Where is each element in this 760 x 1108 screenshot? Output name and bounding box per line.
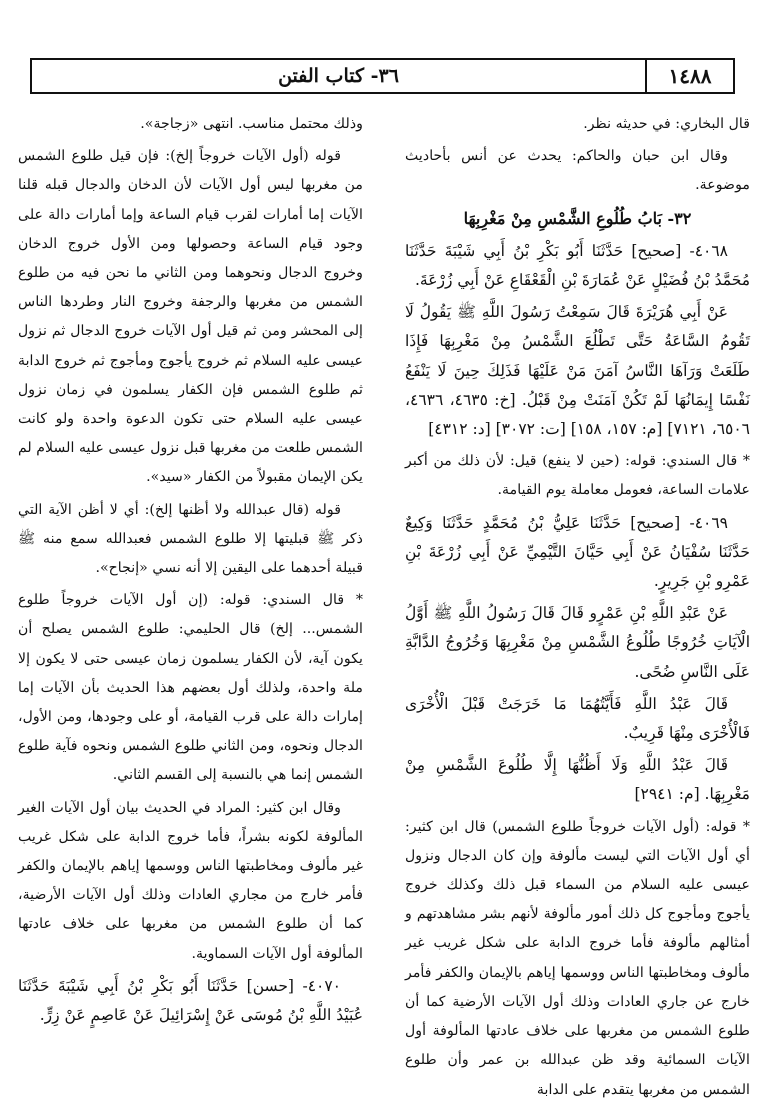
zujaja-remark: وذلك محتمل مناسب. انتهى «زجاجة». [140, 116, 363, 132]
left-column [18, 110, 363, 1085]
hadith-4069-part2: قَالَ عَبْدُ اللَّهِ فَأَيَّتُهُمَا مَا خَرَجَتْ قَبْلَ الْأُخْرَى فَالْأُخْرَى مِنْهَا قَرِيبٌ. [405, 694, 750, 743]
hadith-4068-isnad: ٤٠٦٨- [صحيح] حَدَّثَنَا أَبُو بَكْرِ بْنُ أَبِي شَيْبَةَ حَدَّثَنَا مُحَمَّدُ بْنُ فُضَيْلٍ عَنْ عُمَارَةَ بْنِ الْقَعْقَاعِ عَنْ أَبِي زُرْعَةَ. [405, 241, 750, 290]
ibn-hibban-remark: وقال ابن حبان والحاكم: يحدث عن أنس بأحاديث موضوعة. [405, 148, 750, 194]
hadith-4069-isnad: ٤٠٦٩- [صحيح] حَدَّثَنَا عَلِيُّ بْنُ مُحَمَّدٍ حَدَّثَنَا وَكِيعٌ حَدَّثَنَا سُفْيَانُ عَنْ أَبِي حَيَّانَ التَّيْمِيِّ عَنْ أَبِي زُرْعَةَ بْنِ عَمْرِو بْنِ جَرِيرٍ. [405, 513, 750, 591]
chapter-title: ٣٦- كتاب الفتن [278, 65, 399, 87]
chapter-heading: ٣٢- بَابُ طُلُوعِ الشَّمْسِ مِنْ مَغْرِبِهَا [463, 208, 692, 228]
ibn-kathir-note: * قوله: (أول الآيات خروجاً طلوع الشمس) قال ابن كثير: أي أول الآيات التي ليست مألوفة وإن كان الدجال ونزول عيسى عليه السلام من السماء قبل ذلك وكذلك خروج يأجوج ومأجوج كل ذلك أمور مألوفة لأنهم بشر مشاهدتهم و أمثالهم مألوفة فأما خروج الدابة على شكل غريب غير مألوف ومخاطبتها الناس ووسمها إياهم بالإيمان والكفر فأمر خارج عن جاري العادات وذلك أول الآيات الأرضية كما أن طلوع الشمس من مغربها على خلاف عادتها المألوفة أول الآيات السمائية وقد ظن عبدالله بن عمر وأن طلوع الشمس من مغربها يتقدم على الدابة [405, 818, 750, 1098]
page-number: ١٤٨٨ [645, 60, 733, 92]
sindi-halimi-note: * قال السندي: قوله: (إن أول الآيات خروجاً طلوع الشمس... إلخ) قال الحليمي: طلوع الشمس يصلح أن يكون آية، لأن الكفار يسلمون زمان عيسى حتى لا يكون إلا ملة واحدة، ولذلك أول بعضهم هذا الحديث بأن الآيات إما إمارات دالة على قرب القيامة، أو على وجودها، ومن الأول، الدجال ونحوه، ومن الثاني طلوع الشمس ونحوه فآية طلوع الشمس إنما هي بالنسبة إلى القسم الثاني. [18, 592, 363, 784]
commentary-first-signs: قوله (أول الآيات خروجاً إلخ): فإن قيل طلوع الشمس من مغربها ليس أول الآيات لأن الدخان والدجال قبله قلنا الآيات إما أمارات لقرب قيام الساعة وإما أمارات دالة على وجود قيام الساعة وحصولها ومن الأول خروج الدخان وخروج الدجال ونحوهما ومن الثاني ما نحن فيه من طلوع الشمس من مغربها والرجفة وخروج النار وطردها الناس إلى المحشر ومن ثم قيل أول الآيات خروج الدجال ثم نزول عيسى عليه السلام ثم خروج يأجوج ومأجوج ثم خروج الدابة ثم طلوع الشمس فإن الكفار يسلمون في زمان نزول عيسى عليه السلام حتى تكون الدعوة واحدة ولو كانت الشمس طلعت من مغربها قبل نزول عيسى عليه السلام لم يكن الإيمان مقبولاً من الكفار «سيد». [17, 148, 363, 486]
hadith-4070-isnad: ٤٠٧٠- [حسن] حَدَّثَنَا أَبُو بَكْرِ بْنُ أَبِي شَيْبَةَ حَدَّثَنَا عُبَيْدُ اللَّهِ بْنُ مُوسَى عَنْ إِسْرَائِيلَ عَنْ عَاصِمٍ عَنْ زِرٍّ. [18, 976, 363, 1025]
page-header [30, 58, 735, 94]
hadith-4069-matn: عَنْ عَبْدِ اللَّهِ بْنِ عَمْرٍو قَالَ قَالَ رَسُولُ اللَّهِ ﷺ أَوَّلُ الْآيَاتِ خُرُوجًا طُلُوعُ الشَّمْسِ مِنْ مَغْرِبِهَا وَخُرُوجُ الدَّابَّةِ عَلَى النَّاسِ ضُحًى. [405, 604, 750, 681]
hadith-4069-part3: قَالَ عَبْدُ اللَّهِ وَلَا أَظُنُّهَا إِلَّا طُلُوعَ الشَّمْسِ مِنْ مَغْرِبِهَا. [م: ٢٩٤١] [405, 756, 750, 804]
sindi-note: * قال السندي: قوله: (حين لا ينفع) قيل: لأن ذلك من أكبر علامات الساعة، فعومل معاملة يوم القيامة. [405, 453, 750, 499]
bukhari-remark: قال البخاري: في حديثه نظر. [583, 116, 750, 132]
right-column [405, 110, 751, 1098]
ibn-kathir-commentary: وقال ابن كثير: المراد في الحديث بيان أول الآيات الغير المألوفة لكونه بشراً، فأما خروج الدابة على شكل غريب غير مألوف ومخاطبتها الناس ووسمها إياهم بالإيمان والكفر فأمر خارج من مجاري العادات وذلك أول الآيات الأرضية، كما أن طلوع الشمس من مغربها على خلاف عادتها المألوفة أول الآيات السماوية. [18, 799, 363, 962]
hadith-4068-matn: عَنْ أَبِي هُرَيْرَةَ قَالَ سَمِعْتُ رَسُولَ اللَّهِ ﷺ يَقُولُ لَا تَقُومُ السَّاعَةُ حَتَّى تَطْلُعَ الشَّمْسُ مِنْ مَغْرِبِهَا فَإِذَا طَلَعَتْ وَرَآهَا النَّاسُ آمَنَ مَنْ عَلَيْهَا فَذَلِكَ حِينَ لَا يَنْفَعُ نَفْسًا إِيمَانُهَا لَمْ تَكُنْ آمَنَتْ مِنْ قَبْلُ. [خ: ٤٦٣٥، ٤٦٣٦، ٦٥٠٦، ٧١٢١] [م: ١٥٧، ١٥٨] [ت: ٣٠٧٢] [د: ٤٣١٢] [405, 303, 751, 439]
commentary-abdullah: قوله (قال عبدالله ولا أظنها إلخ): أي لا أظن الآية التي ذكر ﷺ قبليتها إلا طلوع الشمس فعبدالله سمع منه ﷺ قبيلة أحدهما على اليقين إلا أنه نسي «إنجاح». [18, 501, 363, 577]
